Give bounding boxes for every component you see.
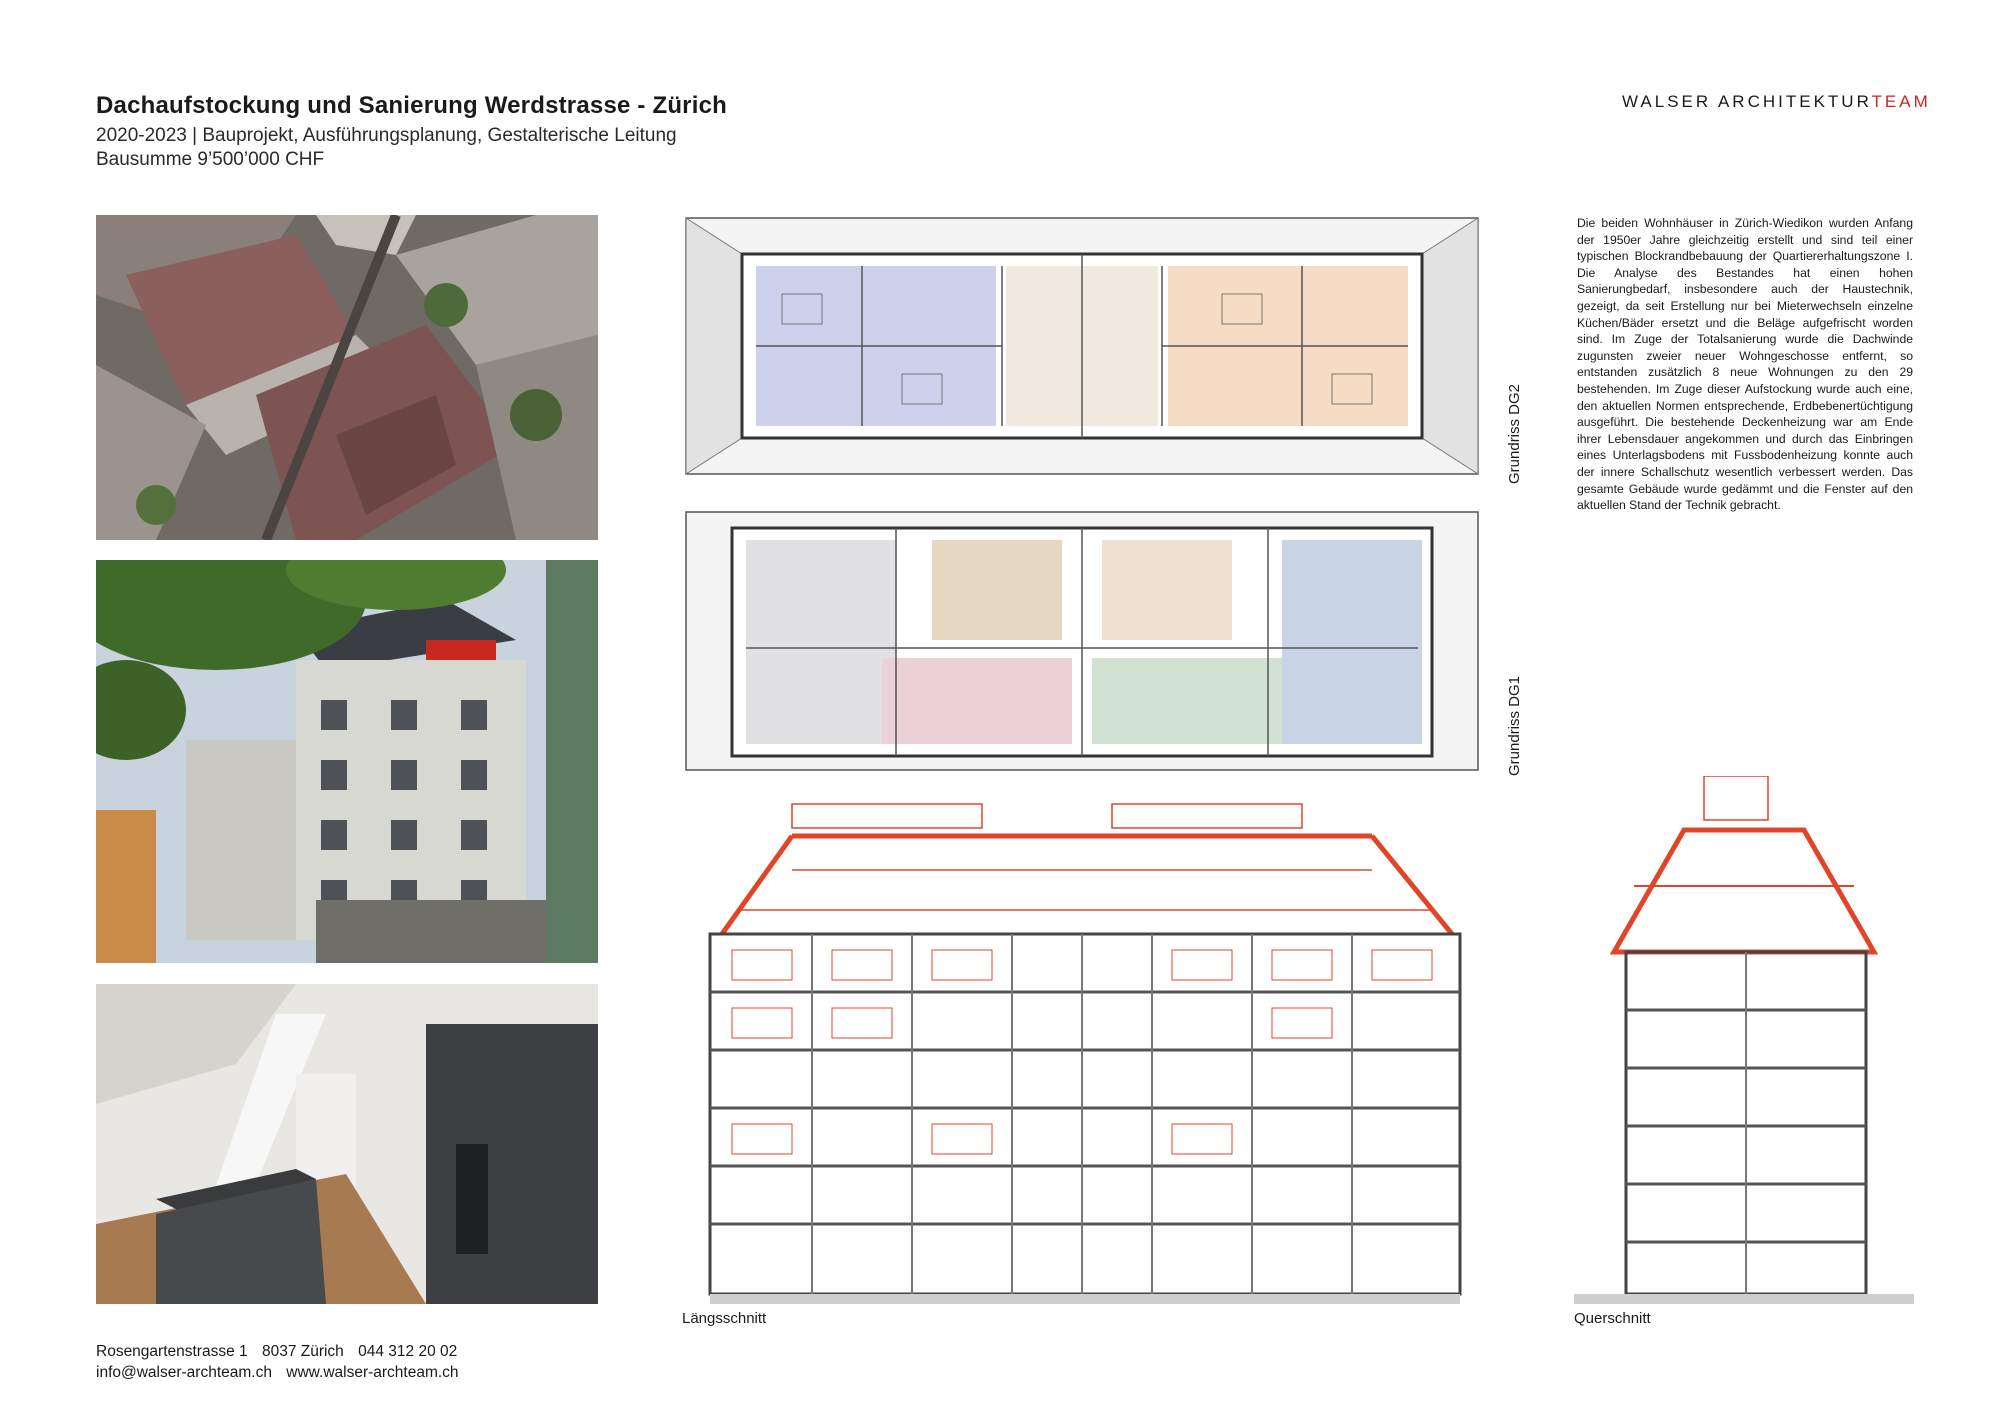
project-subtitle: 2020-2023 | Bauprojekt, Ausführungsplanung, Gestalterische Leitung	[96, 125, 677, 146]
footer-website[interactable]: www.walser-archteam.ch	[286, 1364, 459, 1381]
footer-phone: 044 312 20 02	[358, 1343, 458, 1360]
footer-contact	[96, 1343, 467, 1361]
longitudinal-section	[682, 800, 1492, 1306]
dg2-label: Grundriss DG2	[1506, 383, 1523, 484]
footer-address: Rosengartenstrasse 1	[96, 1343, 248, 1360]
longitudinal-caption: Längsschnitt	[682, 1310, 767, 1327]
footer-web	[96, 1364, 469, 1382]
facade-photo	[96, 560, 598, 963]
dg1-label: Grundriss DG1	[1506, 675, 1523, 776]
floor-plan-dg1	[682, 508, 1482, 774]
footer-email[interactable]: info@walser-archteam.ch	[96, 1364, 272, 1381]
footer-city: 8037 Zürich	[261, 1343, 344, 1360]
aerial-photo	[96, 215, 598, 540]
project-budget: Bausumme 9’500’000 CHF	[96, 149, 325, 170]
brand-accent: TEAM	[1871, 92, 1931, 111]
floor-plan-dg2	[682, 214, 1482, 478]
project-description: Die beiden Wohnhäuser in Zürich-Wiedikon wurden Anfang der 1950er Jahre gleichzeitig erstellt und sind teil einer typischen Blockrandbebauung der Quartiererhaltungszone I. Die Analyse des Bestandes hat einen hohen Sanierungbedarf, insbesondere auch der Haustechnik, gezeigt, da seit Erstellung nur bei Mieterwechseln einzelne Küchen/Bäder ersetzt und die Beläge aufgefrischt worden sind. Im Zuge der Totalsanierung wurde die Dachwinde zugunsten zweier neuer Wohngeschosse entfernt, so entstanden zusätzlich 8 neue Wohnungen zu den 29 bestehenden. Im Zuge dieser Aufstockung wurde auch eine, den aktuellen Normen entsprechende, Erdbebenertüchtigung ausgeführt. Die bestehende Deckenheizung war am Ende ihrer Lebensdauer angekommen und durch das Einbringen eines Unterlagsbodens mit Fussbodenheizung konnte auch der innere Schallschutz wesentlich verbessert werden. Das gesamte Gebäude wurde gedämmt und die Fenster auf den aktuellen Stand der Technik gebracht.	[1577, 216, 1913, 513]
brand-logo	[1622, 92, 1931, 112]
brand-main: WALSER ARCHITEKTUR	[1622, 92, 1872, 111]
interior-photo	[96, 984, 598, 1304]
cross-caption: Querschnitt	[1574, 1310, 1651, 1327]
project-title: Dachaufstockung und Sanierung Werdstrasse - Zürich	[96, 92, 727, 119]
cross-section	[1574, 776, 1914, 1306]
